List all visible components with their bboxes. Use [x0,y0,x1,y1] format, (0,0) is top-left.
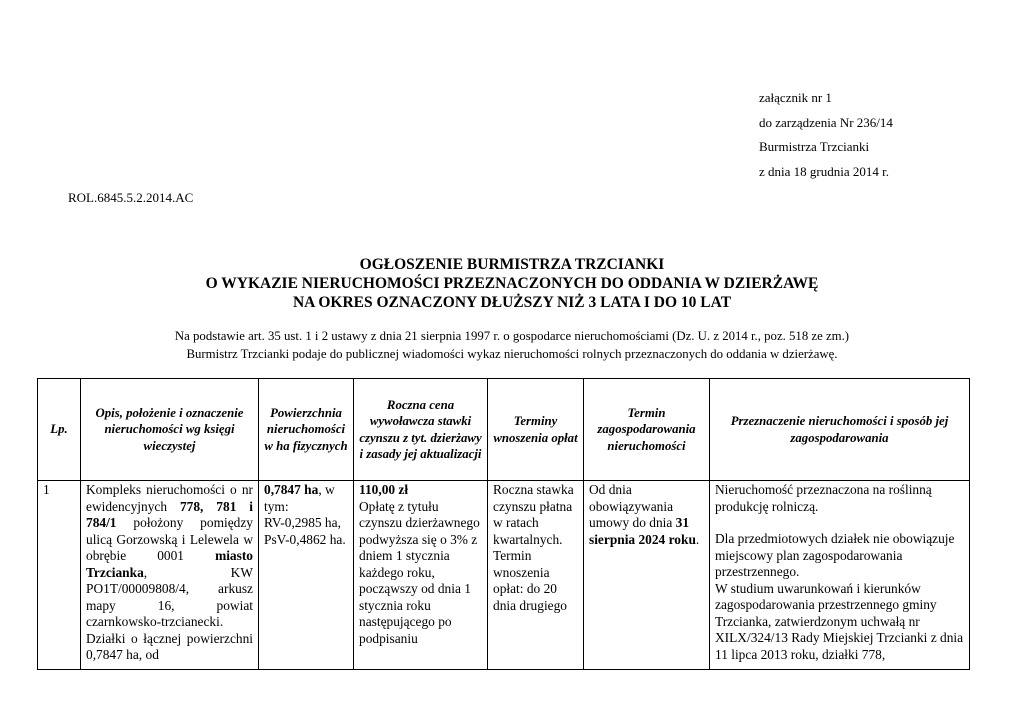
area-text: , w tym: [264,482,335,514]
header-description: Opis, położenie i oznaczenie nieruchomości wg księgi wieczystej [81,379,259,481]
title-line-1: OGŁOSZENIE BURMISTRZA TRZCIANKI [359,256,665,273]
dev-text-c: . [695,531,700,547]
annex-line-4: z dnia 18 grudnia 2014 r. [759,163,889,179]
cell-price [354,481,488,670]
lp-value: 1 [43,482,50,497]
desc-text-a: Kompleks nieruchomości o nr ewidencyjnych [86,482,253,514]
document-title [0,255,1024,312]
intro-text [0,327,1024,363]
cell-area [259,481,354,670]
header-purpose: Przeznaczenie nieruchomości i sposób jej zagospodarowania [710,379,970,481]
title-line-3: NA OKRES OZNACZONY DŁUŻSZY NIŻ 3 LATA I DO 10 LAT [292,294,732,311]
table-row [38,481,970,670]
header-area: Powierzchnia nieruchomości w ha fizycznych [259,379,354,481]
desc-town: miasto Trzcianka [86,548,253,580]
desc-plots: 778, 781 i 784/1 [86,498,253,530]
intro-line-1: Na podstawie art. 35 ust. 1 i 2 ustawy z dnia 21 sierpnia 1997 r. o gospodarce nieruchomościami (Dz. U. z 2014 r., poz. 518 ze zm.) [174,329,850,343]
header-payment-terms: Terminy wnoszenia opłat [488,379,584,481]
cell-lp [38,481,81,670]
cell-purpose [710,481,970,670]
purpose-para-2: Dla przedmiotowych działek nie obowiązuje miejscowy plan zagospodarowania przestrzennego. [715,531,955,579]
reference-number: ROL.6845.5.2.2014.AC [68,190,194,205]
price-rules: Opłatę z tytułu czynszu dzierżawnego podwyższa się o 3% z dniem 1 stycznia każdego roku, począwszy od dnia 1 stycznia roku następującego po podpisaniu [359,498,480,646]
annex-line-2: do zarządzenia Nr 236/14 [759,114,893,130]
cell-development-term [584,481,710,670]
cell-description [81,481,259,670]
cell-payment-terms [488,481,584,670]
table-header-row [38,379,970,481]
annex-line-1: załącznik nr 1 [759,90,832,105]
area-total: 0,7847 ha [264,482,319,497]
header-development-term: Termin zagospodarowania nieruchomości [584,379,710,481]
payment-text: Roczna stawka czynszu płatna w ratach kwartalnych. Termin wnoszenia opłat: do 20 dnia drugiego [493,482,574,613]
price-value: 110,00 zł [359,482,409,497]
area-rv: RV-0,2985 ha, [264,515,341,530]
header-lp: Lp. [38,379,81,481]
annex-note [759,86,893,184]
title-line-2: O WYKAZIE NIERUCHOMOŚCI PRZEZNACZONYCH DO ODDANIA W DZIERŻAWĘ [205,275,819,292]
annex-line-3: Burmistrza Trzcianki [759,139,870,154]
intro-line-2: Burmistrz Trzcianki podaje do publicznej wiadomości wykaz nieruchomości rolnych przeznaczonych do oddania w dzierżawę. [186,347,838,361]
header-price: Roczna cena wywoławcza stawki czynszu z tyt. dzierżawy i zasady jej aktualizacji [354,379,488,481]
purpose-para-3: W studium uwarunkowań i kierunków zagospodarowania przestrzennego gminy Trzcianka, zatwierdzonym uchwałą nr XILX/324/13 Rady Miejskiej Trzcianki z dnia 11 lipca 2013 roku, działki 778, [715,580,964,662]
area-psv: PsV-0,4862 ha. [264,531,346,547]
purpose-para-1: Nieruchomość przeznaczona na roślinną produkcję rolniczą. [715,482,932,514]
property-table [37,378,970,670]
dev-date: 31 sierpnia 2024 roku [589,515,696,547]
desc-text-c: położony pomiędzy ulicą Gorzowską i Lelewela w obrębie 0001 [86,515,253,563]
desc-text-e: , KW PO1T/00009808/4, arkusz mapy 16, powiat czarnkowsko-trzcianecki. Działki o łącznej powierzchni 0,7847 ha, od [86,564,253,662]
dev-text-a: Od dnia obowiązywania umowy do dnia [589,482,676,530]
